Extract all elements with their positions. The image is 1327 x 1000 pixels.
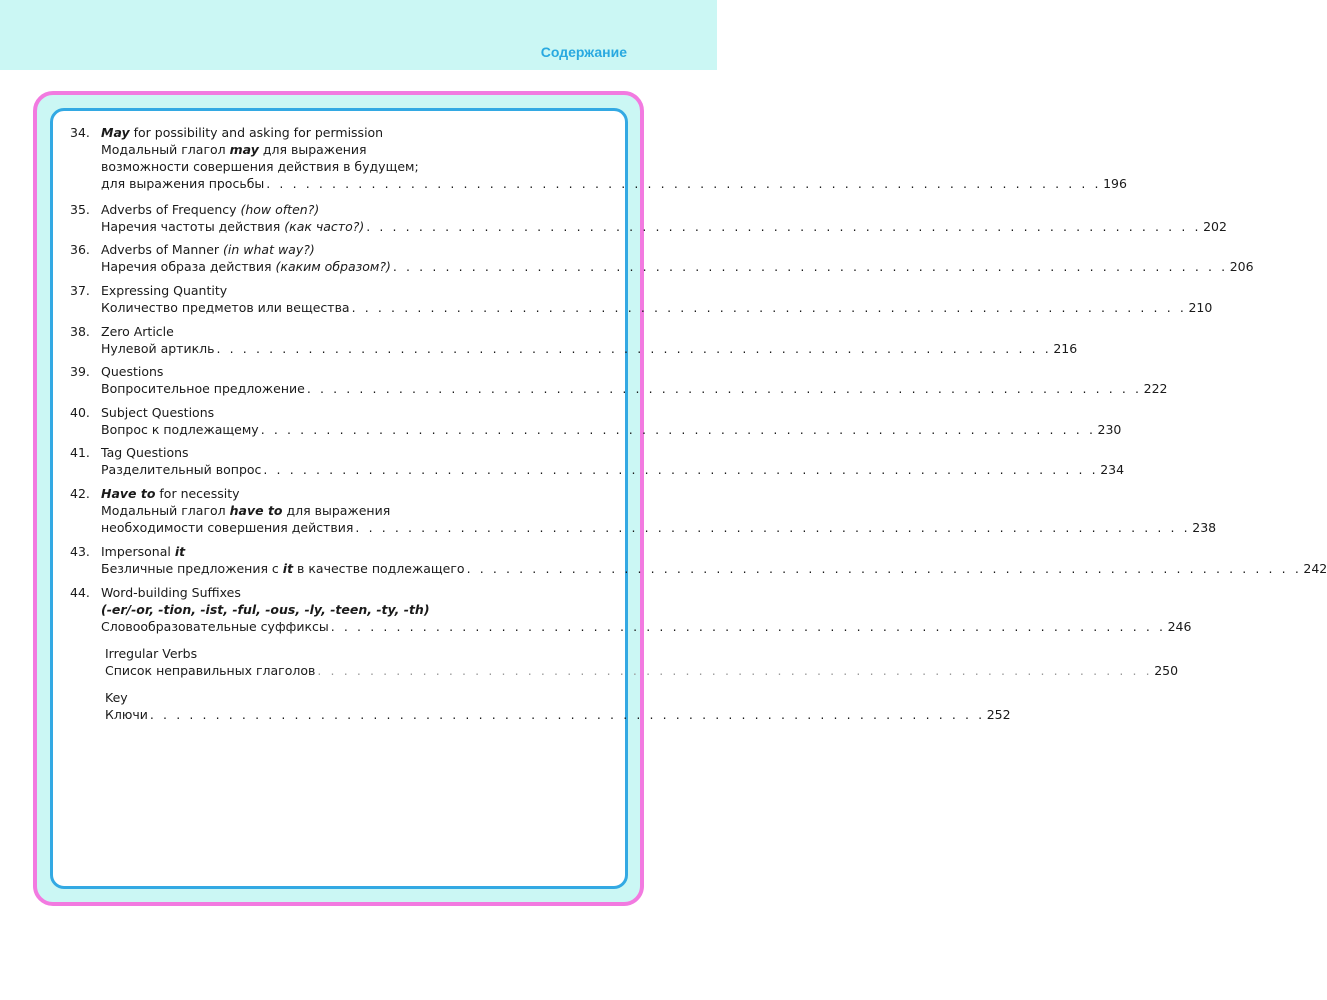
page-number: 230 [1097, 422, 1122, 437]
entry-number: 42. [70, 486, 90, 501]
entry-subtitle-bold: may [229, 142, 259, 157]
entry-number: 36. [70, 242, 90, 257]
entry-number: 38. [70, 324, 90, 339]
entry-title: for necessity [155, 486, 240, 501]
dot-leader: . . . . . . . . . . . . . . . . . . . . . . . . . . . . . . . . . . . . . . . . . . . . . . . . . . . . . . . . . . . . . . . . [306, 381, 1142, 396]
entry-subtitle: Вопрос к подлежащему [101, 422, 259, 437]
entry-number: 39. [70, 364, 90, 379]
dot-leader: . . . . . . . . . . . . . . . . . . . . . . . . . . . . . . . . . . . . . . . . . . . . . . . . . . . . . . . . . . . . . . . . [266, 176, 1102, 191]
dot-leader: . . . . . . . . . . . . . . . . . . . . . . . . . . . . . . . . . . . . . . . . . . . . . . . . . . . . . . . . . . . . . . . . [149, 707, 985, 722]
entry-title: Expressing Quantity [101, 283, 228, 298]
entry-subtitle: Наречия частоты действия [101, 219, 285, 234]
entry-subtitle: возможности совершения действия в будущем; [101, 159, 419, 174]
entry-title: Key [105, 690, 128, 705]
page-number: 250 [1154, 663, 1179, 678]
dot-leader: . . . . . . . . . . . . . . . . . . . . . . . . . . . . . . . . . . . . . . . . . . . . . . . . . . . . . . . . . . . . . . . . [355, 520, 1191, 535]
entry-title-bold: Have to [101, 486, 156, 501]
entry-number: 41. [70, 445, 90, 460]
entry-title-italic: (in what way?) [223, 242, 315, 257]
entry-title: Questions [101, 364, 164, 379]
entry-title: Impersonal [101, 544, 175, 559]
entry-title-bold: it [174, 544, 186, 559]
entry-subtitle: Словообразовательные суффиксы [101, 619, 329, 634]
page-number: 246 [1167, 619, 1192, 634]
entry-title-bold: (-er/-or, -tion, -ist, -ful, -ous, -ly, -teen, -ty, -th) [101, 602, 430, 617]
dot-leader: . . . . . . . . . . . . . . . . . . . . . . . . . . . . . . . . . . . . . . . . . . . . . . . . . . . . . . . . . . . . . . . . [216, 341, 1052, 356]
page-number: 222 [1143, 381, 1168, 396]
page-number: 196 [1103, 176, 1127, 191]
entry-subtitle-bold: it [282, 561, 294, 576]
entry-number: 34. [70, 125, 90, 140]
page-number: 216 [1053, 341, 1078, 356]
entry-title: Irregular Verbs [105, 646, 198, 661]
page-title: Содержание [540, 44, 627, 60]
dot-leader: . . . . . . . . . . . . . . . . . . . . . . . . . . . . . . . . . . . . . . . . . . . . . . . . . . . . . . . . . . . . . . . . [366, 219, 1202, 234]
entry-title-italic: (how often?) [240, 202, 320, 217]
entry-subtitle-italic: (каким образом?) [275, 259, 391, 274]
dot-leader: . . . . . . . . . . . . . . . . . . . . . . . . . . . . . . . . . . . . . . . . . . . . . . . . . . . . . . . . . . . . . . . . [351, 300, 1187, 315]
entry-number: 35. [70, 202, 90, 217]
dot-leader: . . . . . . . . . . . . . . . . . . . . . . . . . . . . . . . . . . . . . . . . . . . . . . . . . . . . . . . . . . . . . . . . [466, 561, 1302, 576]
entry-subtitle: для выражения просьбы [101, 176, 265, 191]
page-number: 238 [1192, 520, 1217, 535]
entry-title-bold: May [101, 125, 130, 140]
entry-subtitle: Модальный глагол [101, 142, 230, 157]
entry-number: 37. [70, 283, 90, 298]
entry-subtitle: в качестве подлежащего [293, 561, 465, 576]
page-number: 202 [1203, 219, 1227, 234]
entry-title: Adverbs of Frequency [101, 202, 241, 217]
dot-leader: . . . . . . . . . . . . . . . . . . . . . . . . . . . . . . . . . . . . . . . . . . . . . . . . . . . . . . . . . . . . . . . . [317, 663, 1153, 678]
entry-number: 43. [70, 544, 90, 559]
dot-leader: . . . . . . . . . . . . . . . . . . . . . . . . . . . . . . . . . . . . . . . . . . . . . . . . . . . . . . . . . . . . . . . . [392, 259, 1228, 274]
entry-number: 44. [70, 585, 90, 600]
entry-subtitle: Список неправильных глаголов [105, 663, 316, 678]
page-number: 234 [1100, 462, 1125, 477]
entry-subtitle: Разделительный вопрос [101, 462, 262, 477]
entry-subtitle: для выражения [258, 142, 367, 157]
page-number: 206 [1229, 259, 1254, 274]
entry-subtitle-bold: have to [229, 503, 283, 518]
entry-title: Adverbs of Manner [101, 242, 224, 257]
entry-number: 40. [70, 405, 90, 420]
entry-title: Subject Questions [101, 405, 215, 420]
entry-title: for possibility and asking for permission [129, 125, 384, 140]
entry-subtitle: Вопросительное предложение [101, 381, 305, 396]
entry-subtitle: Нулевой артикль [101, 341, 215, 356]
entry-subtitle-italic: (как часто?) [284, 219, 365, 234]
dot-leader: . . . . . . . . . . . . . . . . . . . . . . . . . . . . . . . . . . . . . . . . . . . . . . . . . . . . . . . . . . . . . . . . [260, 422, 1096, 437]
entry-subtitle: необходимости совершения действия [101, 520, 354, 535]
dot-leader: . . . . . . . . . . . . . . . . . . . . . . . . . . . . . . . . . . . . . . . . . . . . . . . . . . . . . . . . . . . . . . . . [263, 462, 1099, 477]
entry-title: Zero Article [101, 324, 174, 339]
entry-subtitle: Наречия образа действия [101, 259, 276, 274]
entry-subtitle: Модальный глагол [101, 503, 230, 518]
entry-subtitle: для выражения [282, 503, 391, 518]
entry-subtitle: Ключи [105, 707, 148, 722]
page-number: 210 [1188, 300, 1213, 315]
entry-subtitle: Безличные предложения с [101, 561, 283, 576]
entry-title: Tag Questions [101, 445, 189, 460]
entry-title: Word-building Suffixes [101, 585, 241, 600]
page-number: 252 [986, 707, 1011, 722]
dot-leader: . . . . . . . . . . . . . . . . . . . . . . . . . . . . . . . . . . . . . . . . . . . . . . . . . . . . . . . . . . . . . . . . [330, 619, 1166, 634]
entry-subtitle: Количество предметов или вещества [101, 300, 350, 315]
page-number: 242 [1303, 561, 1327, 576]
